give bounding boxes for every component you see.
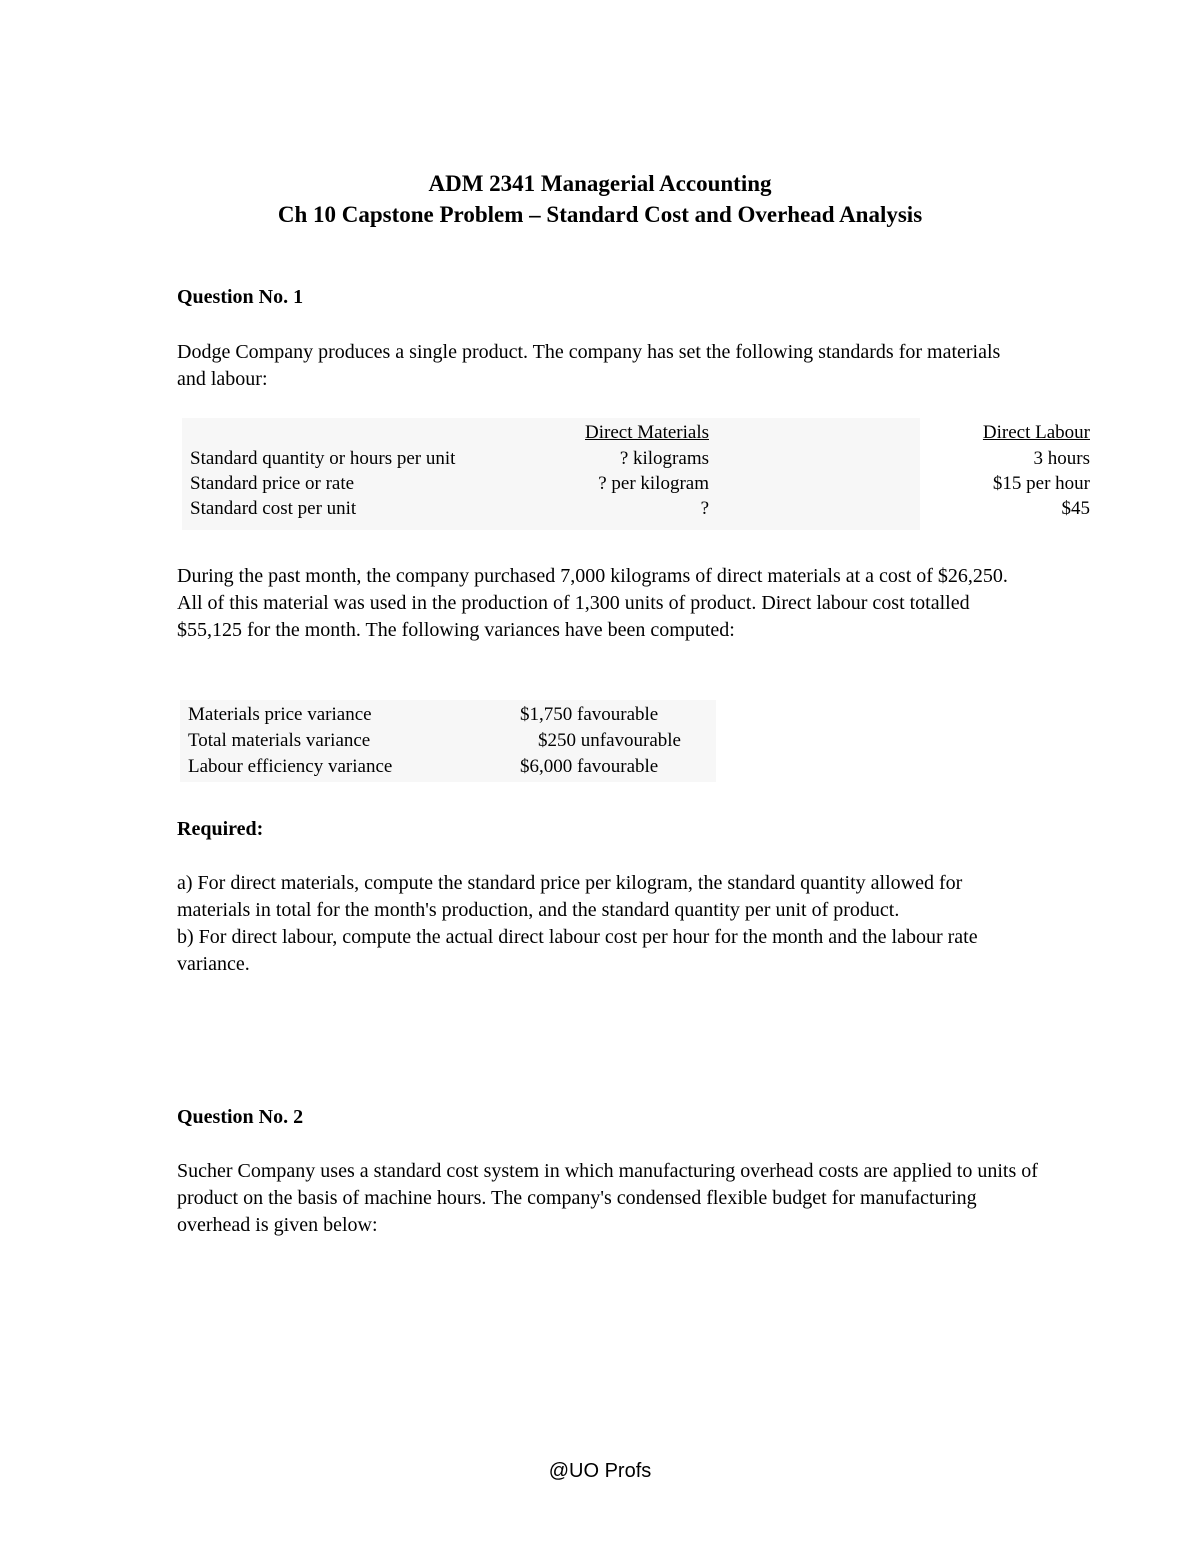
col-header-direct-materials: Direct Materials xyxy=(585,422,709,443)
labour-cell: $15 per hour xyxy=(992,473,1090,494)
col-header-direct-labour: Direct Labour xyxy=(982,422,1090,443)
question-2-heading: Question No. 2 xyxy=(177,1106,304,1128)
materials-cell: ? per kilogram xyxy=(598,473,709,494)
standards-table xyxy=(182,418,1090,530)
standards-table-header-row xyxy=(182,420,1090,445)
row-label: Standard price or rate xyxy=(190,473,355,494)
question-2-body: Sucher Company uses a standard cost system in which manufacturing overhead costs are applied to units of product on the basis of machine hours. The company's condensed flexible budget for manufacturing overhead is given below: xyxy=(177,1160,1038,1236)
labour-cell: $45 xyxy=(1061,498,1090,519)
variance-label: Labour efficiency variance xyxy=(188,756,393,777)
document-title xyxy=(0,168,1200,230)
question-1-body: During the past month, the company purchased 7,000 kilograms of direct materials at a cost of $26,250. All of this material was used in the production of 1,300 units of product. Direct labour cost totalled $55,125 for the month. The following variances have been computed: xyxy=(177,565,1008,641)
table-row xyxy=(182,496,1090,521)
course-title: ADM 2341 Managerial Accounting xyxy=(428,171,772,196)
variance-label: Materials price variance xyxy=(188,704,372,725)
table-row xyxy=(182,446,1090,471)
variance-value: $1,750 favourable xyxy=(520,704,659,725)
table-row xyxy=(180,702,720,728)
required-item-b: b) For direct labour, compute the actual direct labour cost per hour for the month and the labour rate variance. xyxy=(177,926,978,975)
materials-cell: ? xyxy=(700,498,709,519)
variance-value: $6,000 favourable xyxy=(520,756,659,777)
materials-cell: ? kilograms xyxy=(619,448,709,469)
variances-table xyxy=(180,700,716,782)
table-row xyxy=(182,471,1090,496)
table-row xyxy=(180,728,720,754)
labour-cell: 3 hours xyxy=(1033,448,1090,469)
problem-title: Ch 10 Capstone Problem – Standard Cost and Overhead Analysis xyxy=(277,202,923,227)
row-label: Standard quantity or hours per unit xyxy=(190,448,456,469)
variance-value: $250 unfavourable xyxy=(538,730,681,751)
question-1-intro: Dodge Company produces a single product. The company has set the following standards for materials and labour: xyxy=(177,341,1001,390)
required-list xyxy=(177,870,1022,978)
page-footer: @UO Profs xyxy=(548,1460,652,1482)
row-label: Standard cost per unit xyxy=(190,498,357,519)
required-heading: Required: xyxy=(177,818,264,840)
required-item-a: a) For direct materials, compute the standard price per kilogram, the standard quantity allowed for materials in total for the month's production, and the standard quantity per unit of product. xyxy=(177,872,963,921)
variance-label: Total materials variance xyxy=(188,730,371,751)
question-1-heading: Question No. 1 xyxy=(177,286,304,308)
table-row xyxy=(180,754,720,780)
